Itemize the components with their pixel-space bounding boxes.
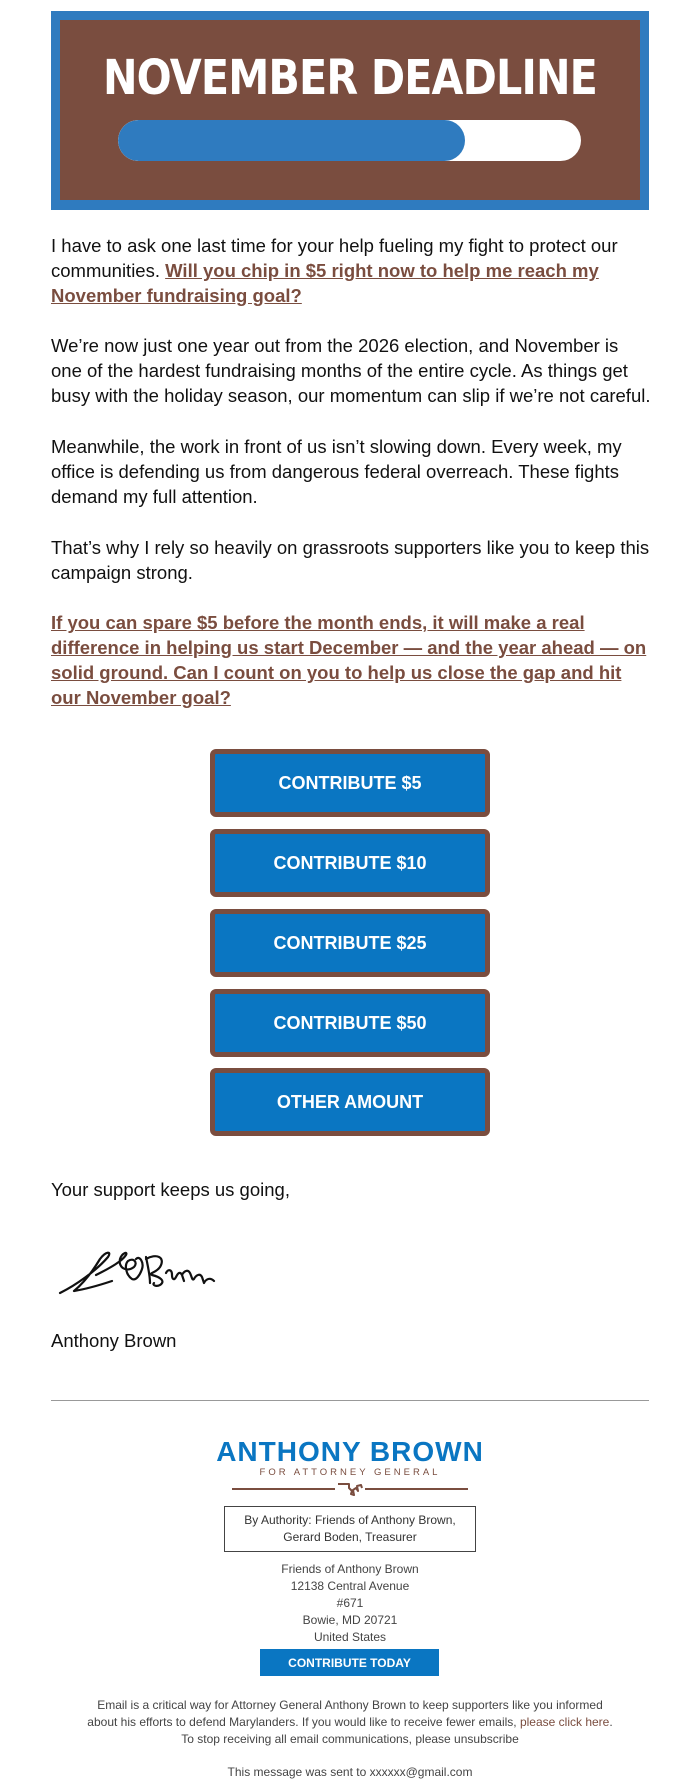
header-banner <box>51 11 649 210</box>
authority-line-2: Gerard Boden, Treasurer <box>283 1530 417 1544</box>
maryland-map-icon <box>337 1482 363 1496</box>
disclaimer-line-2 <box>0 1714 700 1731</box>
logo-subtitle: FOR ATTORNEY GENERAL <box>259 1467 441 1478</box>
closing-line: Your support keeps us going, <box>51 1179 290 1200</box>
logo-rule-right <box>365 1488 468 1490</box>
address-line: Bowie, MD 20721 <box>302 1613 398 1627</box>
disclaimer-line-1: Email is a critical way for Attorney General Anthony Brown to keep supporters like you informed <box>97 1698 603 1712</box>
mailing-address <box>0 1561 700 1646</box>
contribute-5-button[interactable]: CONTRIBUTE $5 <box>210 749 490 817</box>
paragraph-overreach <box>51 434 651 509</box>
address-line: Friends of Anthony Brown <box>281 1562 419 1576</box>
progress-bar <box>118 120 581 161</box>
spare-five-link[interactable]: If you can spare $5 before the month ends, it will make a real difference in helping us start December — and the year ahead — on solid ground. Can I count on you to help us close the gap and hit our November goal? <box>51 612 647 708</box>
paragraph-election <box>51 333 651 408</box>
chip-in-link[interactable]: Will you chip in $5 right now to help me reach my November fundraising goal? <box>51 260 599 306</box>
sent-to-prefix: This message was sent to <box>227 1765 370 1779</box>
divider <box>51 1400 649 1401</box>
contribute-50-button[interactable]: CONTRIBUTE $50 <box>210 989 490 1057</box>
disclaimer-period: . <box>609 1715 613 1729</box>
disclaimer-text: about his efforts to defend Marylanders. If you would like to receive fewer emails, <box>87 1715 520 1729</box>
address-line: 12138 Central Avenue <box>290 1579 410 1593</box>
contribute-25-button[interactable]: CONTRIBUTE $25 <box>210 909 490 977</box>
other-amount-button[interactable]: OTHER AMOUNT <box>210 1068 490 1136</box>
paragraph-ask <box>51 610 651 710</box>
banner-title: NOVEMBER DEADLINE <box>102 50 598 106</box>
contribute-today-button[interactable]: CONTRIBUTE TODAY <box>260 1649 439 1676</box>
recipient-email: xxxxxx@gmail.com <box>369 1765 473 1779</box>
sent-to-line <box>0 1764 700 1781</box>
address-line: United States <box>313 1630 387 1644</box>
banner-panel <box>60 20 640 200</box>
paragraph-intro <box>51 233 651 308</box>
authority-box <box>224 1506 476 1552</box>
signer-name: Anthony Brown <box>51 1330 177 1351</box>
signature-image <box>56 1245 236 1301</box>
contribute-10-button[interactable]: CONTRIBUTE $10 <box>210 829 490 897</box>
paragraph-grassroots <box>51 535 651 585</box>
intro-text: I have to ask one last time for your help fueling my fight to protect our communities. <box>51 235 618 281</box>
authority-line-1: By Authority: Friends of Anthony Brown, <box>244 1513 456 1527</box>
unsubscribe-line[interactable]: To stop receiving all email communications, please unsubscribe <box>181 1732 519 1746</box>
overreach-text: Meanwhile, the work in front of us isn’t slowing down. Every week, my office is defending us from dangerous federal overreach. These fights demand my full attention. <box>51 436 622 507</box>
progress-fill <box>118 120 465 161</box>
logo-rule-left <box>232 1488 335 1490</box>
election-text: We’re now just one year out from the 2026 election, and November is one of the hardest fundraising months of the entire cycle. As things get busy with the holiday season, our momentum can slip if we’re not careful. <box>51 335 651 406</box>
fewer-emails-link[interactable]: please click here <box>519 1715 610 1729</box>
disclaimer <box>0 1697 700 1748</box>
logo-name: ANTHONY BROWN <box>216 1436 484 1467</box>
grassroots-text: That’s why I rely so heavily on grassroots supporters like you to keep this campaign strong. <box>51 537 650 583</box>
address-line: #671 <box>336 1596 364 1610</box>
